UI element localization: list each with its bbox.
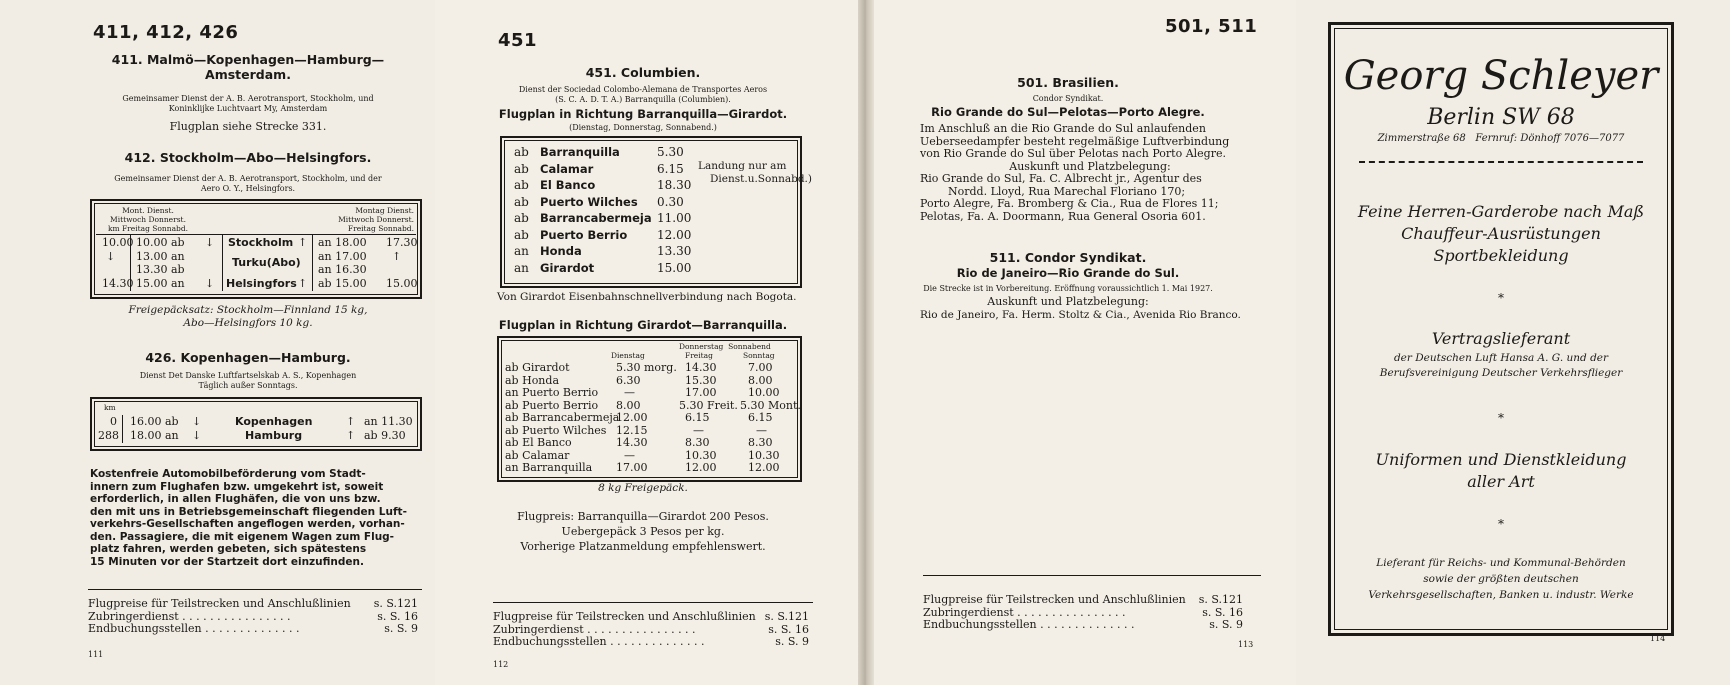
timetable-451-north-rows bbox=[502, 144, 812, 284]
t451n-station: Calamar bbox=[540, 161, 594, 176]
t451n-station: El Banco bbox=[540, 178, 596, 192]
plan-barranquilla-girardot-title: Flugplan in Richtung Barranquilla—Girardot. bbox=[498, 107, 788, 121]
transfer-notice-line: platz fahren, werden gebeten, sich spätestens bbox=[90, 543, 367, 555]
transfer-notice-line: den mit uns in Betriebsgemeinschaft fliegenden Luft- bbox=[90, 505, 407, 518]
ad-supplier-line: sowie der größten deutschen bbox=[1423, 573, 1579, 585]
t451s-time-dienstag: 17.00 bbox=[616, 461, 648, 474]
t451n-station: Girardot bbox=[540, 260, 595, 275]
timetable-426-rows bbox=[92, 415, 420, 445]
down-arrow-icon: ↓ bbox=[192, 429, 202, 442]
t451s-station: ab Girardot bbox=[505, 361, 570, 374]
route-412-luggage-line2: Abo—Helsingfors 10 kg. bbox=[183, 317, 313, 329]
route-501-route: Rio Grande do Sul—Pelotas—Porto Alegre. bbox=[931, 105, 1205, 119]
route-501-info-label: Auskunft und Platzbelegung: bbox=[1009, 159, 1171, 173]
route-511-info-label: Auskunft und Platzbelegung: bbox=[987, 295, 1149, 308]
t412-header-rule bbox=[96, 234, 416, 235]
footer-ref-label: Zubringerdienst . . . . . . . . . . . . . . . . bbox=[923, 605, 1126, 619]
t451s-station: ab Calamar bbox=[505, 448, 570, 462]
footer-references bbox=[88, 598, 418, 636]
route-511-note: Die Strecke ist in Vorbereitung. Eröffnung voraussichtlich 1. Mai 1927. bbox=[923, 284, 1213, 293]
transfer-notice-line: erforderlich, in allen Flughäfen, die von uns bzw. bbox=[90, 493, 381, 505]
t412-r4-dep: 15.00 an bbox=[136, 277, 185, 290]
t451n-time: 6.15 bbox=[657, 161, 684, 176]
down-arrow-icon: ↓ bbox=[205, 236, 215, 249]
t412-r1-km: 10.00 bbox=[102, 236, 134, 249]
route-412-operator bbox=[78, 174, 418, 194]
ad-contract-line: der Deutschen Luft Hansa A. G. und der bbox=[1393, 352, 1609, 364]
route-501-address: Porto Alegre, Fa. Bromberg & Cia., Rua de Flores 11; bbox=[920, 197, 1219, 210]
route-501-address: Nordd. Lloyd, Rua Marechal Floriano 170; bbox=[948, 184, 1186, 198]
t451s-freitag-col bbox=[679, 361, 738, 475]
ad-contact: Zimmerstraße 68 Fernruf: Dönhoff 7076—7077 bbox=[1377, 133, 1625, 144]
t426-r1-arr: an 11.30 bbox=[364, 415, 413, 428]
route-451-operator bbox=[473, 85, 813, 105]
t451s-time-sonntag: 8.00 bbox=[748, 373, 773, 387]
route-451-operator-line1: Dienst der Sociedad Colombo-Alemana de Transportes Aeros bbox=[518, 85, 768, 94]
footer-ref-label: Flugpreise für Teilstrecken und Anschlußlinien bbox=[88, 597, 351, 610]
route-501-operator: Condor Syndikat. bbox=[1032, 94, 1104, 103]
t451s-time-dienstag: 5.30 morg. bbox=[616, 361, 677, 374]
ad-star-separator: * bbox=[1498, 291, 1504, 305]
transfer-notice bbox=[90, 468, 420, 568]
down-arrow-icon: ↓ bbox=[106, 250, 116, 263]
route-411-title-line1: 411. Malmö—Kopenhagen—Hamburg— bbox=[111, 52, 385, 67]
t451s-time-sonntag: 12.00 bbox=[748, 461, 780, 474]
t451s-time-freitag: 14.30 bbox=[685, 361, 717, 374]
footer-ref-label: Zubringerdienst . . . . . . . . . . . . . . . . bbox=[88, 609, 291, 623]
footer-ref-page: s. S.121 bbox=[373, 597, 418, 610]
t451s-header-dienstag: Dienstag bbox=[611, 351, 645, 360]
route-412-luggage bbox=[78, 304, 418, 330]
footer-rule bbox=[493, 602, 813, 603]
t412-r4-km: 14.30 bbox=[102, 277, 134, 290]
t451n-station: Puerto Berrio bbox=[540, 227, 628, 242]
route-411-operator-line1: Gemeinsamer Dienst der A. B. Aerotransport, Stockholm, und bbox=[122, 94, 374, 103]
rail-connection-note: Von Girardot Eisenbahnschnellverbindung nach Bogota. bbox=[497, 291, 797, 303]
t451s-time-sonntag: 6.15 bbox=[748, 411, 773, 424]
price-info bbox=[473, 509, 813, 554]
ad-supplier-line: Verkehrsgesellschaften, Banken u. industr. Werke bbox=[1368, 589, 1634, 601]
timetable-412-rows bbox=[92, 236, 420, 294]
t412-station-stockholm: Stockholm bbox=[228, 236, 294, 249]
t412-hr2: Mittwoch Donnerst. bbox=[338, 215, 414, 224]
route-411-title bbox=[78, 52, 418, 82]
t451s-time-freitag: 15.30 bbox=[685, 373, 717, 387]
footer-ref-label: Flugpreise für Teilstrecken und Anschlußlinien bbox=[923, 593, 1186, 606]
route-411-operator-line2: Koninklijke Luchtvaart My, Amsterdam bbox=[168, 104, 328, 113]
t451s-sonntag-col bbox=[740, 361, 801, 475]
page-111 bbox=[0, 0, 435, 685]
t451s-time-dienstag: 12.15 bbox=[616, 423, 648, 437]
t451s-header-sonntag: Sonntag bbox=[743, 351, 775, 360]
footer-ref-page: s. S. 9 bbox=[384, 622, 418, 635]
t451s-time-sonntag: — bbox=[756, 423, 767, 437]
route-412-operator-line1: Gemeinsamer Dienst der A. B. Aerotransport, Stockholm, und der bbox=[114, 174, 382, 183]
page-header: 451 bbox=[498, 30, 538, 51]
footer-references bbox=[923, 594, 1243, 632]
t426-station-hamburg: Hamburg bbox=[245, 429, 303, 442]
free-luggage-note: 8 kg Freigepäck. bbox=[598, 482, 688, 494]
ad-frame bbox=[1328, 22, 1674, 636]
t451n-station: Barrancabermeja bbox=[540, 211, 652, 225]
t451n-landing-note-line2: Dienst.u.Sonnabd.) bbox=[710, 173, 812, 185]
t451s-station: ab Puerto Wilches bbox=[505, 423, 607, 437]
ad-uniforms bbox=[1331, 449, 1671, 493]
route-511-title: 511. Condor Syndikat. bbox=[989, 250, 1147, 265]
footer-rule bbox=[88, 589, 422, 590]
route-451-title: 451. Columbien. bbox=[585, 65, 701, 80]
route-426-operator-line2: Täglich außer Sonntags. bbox=[198, 381, 298, 390]
footer-ref-row bbox=[493, 636, 809, 649]
footer-ref-row bbox=[923, 619, 1243, 632]
t451n-landing-note-line1: Landung nur am bbox=[698, 160, 787, 172]
t451s-time-dienstag: 6.30 bbox=[616, 373, 641, 387]
ad-products bbox=[1331, 201, 1671, 267]
page-113 bbox=[868, 0, 1296, 685]
t412-station-helsingfors: Helsingfors bbox=[226, 277, 297, 290]
t451n-time: 15.00 bbox=[657, 260, 692, 275]
t451n-station: Barranquilla bbox=[540, 145, 620, 159]
t451s-time-freitag: 17.00 bbox=[685, 386, 717, 399]
route-426-title: 426. Kopenhagen—Hamburg. bbox=[145, 350, 351, 365]
t451n-time: 18.30 bbox=[657, 178, 692, 192]
up-arrow-icon: ↑ bbox=[346, 429, 356, 442]
t451n-time: 5.30 bbox=[657, 145, 684, 159]
t412-hl1: Mont. Dienst. bbox=[122, 206, 174, 215]
transfer-notice-line: innern zum Flughafen bzw. umgekehrt ist, soweit bbox=[90, 480, 384, 493]
route-501-description-line: Im Anschluß an die Rio Grande do Sul anlaufenden bbox=[920, 122, 1206, 135]
transfer-notice-line: den. Passagiere, die mit eigenem Wagen zum Flug- bbox=[90, 530, 395, 543]
t451n-time: 0.30 bbox=[657, 194, 684, 209]
t451n-time: 12.00 bbox=[657, 227, 692, 242]
plan-girardot-barranquilla-title: Flugplan in Richtung Girardot—Barranquilla. bbox=[498, 318, 788, 332]
t412-r4-arr: ab 15.00 bbox=[318, 277, 367, 290]
route-501-description-line: Ueberseedampfer besteht regelmäßige Luftverbindung bbox=[920, 134, 1230, 148]
route-426-operator-line1: Dienst Det Danske Luftfartselskab A. S., Kopenhagen bbox=[139, 371, 357, 380]
footer-ref-page: s. S.121 bbox=[764, 610, 809, 623]
footer-rule bbox=[923, 575, 1261, 576]
down-arrow-icon: ↓ bbox=[205, 277, 215, 290]
page-number: 111 bbox=[88, 650, 104, 659]
route-412-title: 412. Stockholm—Abo—Helsingfors. bbox=[124, 150, 372, 165]
t451s-time-freitag: 12.00 bbox=[685, 461, 717, 474]
route-501-address: Pelotas, Fa. A. Doormann, Rua General Osoria 601. bbox=[920, 209, 1206, 223]
route-501-address: Rio Grande do Sul, Fa. C. Albrecht jr., Agentur des bbox=[920, 172, 1202, 185]
t451s-header-top: Donnerstag Sonnabend bbox=[679, 342, 771, 351]
t426-r1-km: 0 bbox=[110, 415, 117, 428]
ad-star-separator: * bbox=[1498, 411, 1504, 425]
page-114-advertisement bbox=[1296, 0, 1730, 685]
route-501-description bbox=[920, 123, 1260, 223]
t451s-dienstag-col bbox=[616, 362, 677, 475]
transfer-notice-line: verkehrs-Gesellschaften angeflogen werden, vorhan- bbox=[90, 518, 405, 530]
ad-contract-title: Vertragslieferant bbox=[1431, 329, 1571, 348]
timetable-412-right-header bbox=[320, 206, 414, 233]
footer-ref-label: Endbuchungsstellen . . . . . . . . . . . . . . bbox=[923, 618, 1135, 631]
footer-ref-label: Endbuchungsstellen . . . . . . . . . . . . . . bbox=[88, 622, 300, 635]
t451n-dir: an bbox=[514, 244, 529, 258]
timetable-451-south bbox=[497, 336, 802, 482]
t451s-time-freitag: 8.30 bbox=[685, 436, 710, 449]
t451s-station: an Barranquilla bbox=[505, 461, 593, 474]
t426-station-kopenhagen: Kopenhagen bbox=[235, 415, 313, 428]
t451n-dir: ab bbox=[514, 178, 529, 192]
t426-r2-dep: 18.00 an bbox=[130, 429, 179, 442]
footer-ref-label: Endbuchungsstellen . . . . . . . . . . . . . . bbox=[493, 635, 705, 648]
t412-hl3: km Freitag Sonnabd. bbox=[107, 224, 189, 233]
t451s-time-sonntag: 7.00 bbox=[748, 361, 773, 374]
t426-r2-arr: ab 9.30 bbox=[364, 429, 406, 442]
footer-ref-label: Flugpreise für Teilstrecken und Anschlußlinien bbox=[493, 610, 756, 623]
t451s-station: an Puerto Berrio bbox=[505, 386, 599, 399]
route-412-operator-line2: Aero O. Y., Helsingfors. bbox=[200, 184, 296, 193]
route-511-address: Rio de Janeiro, Fa. Herm. Stoltz & Cia., Avenida Rio Branco. bbox=[920, 309, 1241, 321]
t412-hr1: Montag Dienst. bbox=[355, 206, 414, 215]
t451s-header-freitag: Freitag bbox=[685, 351, 713, 360]
footer-ref-page: s. S. 16 bbox=[768, 622, 809, 636]
ad-product-line: Feine Herren-Garderobe nach Maß bbox=[1357, 202, 1645, 221]
ad-product-line: Sportbekleidung bbox=[1433, 246, 1569, 265]
t412-r1-arr: an 18.00 bbox=[318, 236, 367, 249]
t426-km-header: km bbox=[104, 403, 116, 412]
t451n-time-col bbox=[657, 144, 691, 276]
t426-r2-km: 288 bbox=[98, 429, 119, 442]
t451s-time-freitag: 10.30 bbox=[685, 448, 717, 462]
footer-ref-page: s. S. 9 bbox=[1209, 618, 1243, 631]
down-arrow-icon: ↓ bbox=[192, 415, 202, 428]
footer-ref-page: s. S. 16 bbox=[1202, 605, 1243, 619]
route-501-description-line: von Rio Grande do Sul über Pelotas nach Porto Alegre. bbox=[920, 147, 1226, 160]
ad-company-name: Georg Schleyer bbox=[1343, 53, 1659, 99]
page-112 bbox=[435, 0, 863, 685]
ad-divider bbox=[1359, 161, 1643, 166]
ad-product-line: Chauffeur-Ausrüstungen bbox=[1401, 224, 1601, 243]
ad-city: Berlin SW 68 bbox=[1427, 105, 1575, 130]
t412-r1-dep: 10.00 ab bbox=[136, 236, 185, 249]
footer-ref-page: s. S. 16 bbox=[377, 609, 418, 623]
footer-ref-row bbox=[88, 623, 418, 636]
t451n-dir: ab bbox=[514, 194, 529, 209]
ad-contract-details bbox=[1331, 351, 1671, 381]
plan-barranquilla-girardot-days: (Dienstag, Donnerstag, Sonnabend.) bbox=[569, 123, 717, 132]
t451n-time: 13.30 bbox=[657, 244, 692, 258]
footer-ref-label: Zubringerdienst . . . . . . . . . . . . . . . . bbox=[493, 622, 696, 636]
t412-hr3: Freitag Sonnabd. bbox=[347, 224, 414, 233]
timetable-451-north bbox=[500, 136, 812, 288]
t451s-time-dienstag: 14.30 bbox=[616, 436, 648, 449]
t451s-time-freitag: 5.30 Freit. bbox=[679, 398, 738, 412]
route-426-operator bbox=[78, 371, 418, 391]
page-header: 501, 511 bbox=[1165, 16, 1258, 37]
t451s-station: ab Puerto Berrio bbox=[505, 398, 599, 412]
up-arrow-icon: ↑ bbox=[392, 250, 402, 263]
t451s-time-dienstag: — bbox=[624, 386, 635, 399]
page-number: 113 bbox=[1238, 640, 1254, 649]
t451s-station: ab Barrancabermeja bbox=[505, 411, 620, 424]
route-451-operator-line2: (S. C. A. D. T. A.) Barranquilla (Columbien). bbox=[555, 95, 731, 104]
up-arrow-icon: ↑ bbox=[298, 277, 308, 290]
t451s-station: ab Honda bbox=[505, 373, 559, 387]
t451s-time-dienstag: — bbox=[624, 448, 635, 462]
t412-station-turku: Turku(Abo) bbox=[232, 256, 301, 269]
t426-r1-dep: 16.00 ab bbox=[130, 415, 179, 428]
route-411-operator bbox=[78, 94, 418, 114]
t451s-station-col bbox=[505, 362, 619, 475]
t451n-station: Puerto Wilches bbox=[540, 194, 638, 209]
t451n-landing-note bbox=[698, 160, 812, 186]
t412-r2-arr: an 17.00 bbox=[318, 250, 367, 263]
t451s-time-freitag: 6.15 bbox=[685, 411, 710, 424]
t412-r3-arr: an 16.30 bbox=[318, 263, 367, 276]
price-info-line: Flugpreis: Barranquilla—Girardot 200 Pesos. bbox=[517, 510, 769, 523]
route-412-luggage-line1: Freigepäcksatz: Stockholm—Finnland 15 kg, bbox=[128, 304, 368, 316]
route-501-title: 501. Brasilien. bbox=[1017, 75, 1119, 90]
footer-ref-page: s. S.121 bbox=[1198, 593, 1243, 606]
ad-uniforms-line: aller Art bbox=[1467, 472, 1535, 491]
transfer-notice-line: Kostenfreie Automobilbeförderung vom Stadt- bbox=[90, 468, 366, 480]
t451n-dir: ab bbox=[514, 211, 529, 225]
timetable-412 bbox=[90, 199, 422, 299]
route-511-route: Rio de Janeiro—Rio Grande do Sul. bbox=[956, 266, 1180, 280]
t451n-dir: ab bbox=[514, 161, 529, 176]
t451n-dir: ab bbox=[514, 145, 529, 159]
t451n-dir: ab bbox=[514, 227, 529, 242]
timetable-451-south-rows bbox=[499, 362, 800, 476]
t451s-time-sonntag: 5.30 Mont. bbox=[740, 398, 801, 412]
footer-ref-page: s. S. 9 bbox=[775, 635, 809, 648]
page-number: 114 bbox=[1650, 634, 1666, 643]
ad-star-separator: * bbox=[1498, 517, 1504, 531]
ad-contract-line: Berufsvereinigung Deutscher Verkehrsflieger bbox=[1379, 367, 1623, 379]
t451s-time-freitag: — bbox=[693, 423, 704, 437]
t451n-station: Honda bbox=[540, 244, 582, 258]
book-gutter bbox=[858, 0, 874, 685]
t451n-dir-col bbox=[514, 144, 529, 276]
route-411-plan: Flugplan siehe Strecke 331. bbox=[169, 120, 327, 133]
timetable-426 bbox=[90, 397, 422, 451]
t451s-time-dienstag: 8.00 bbox=[616, 398, 641, 412]
t412-r1-arr2: 17.30 bbox=[386, 236, 418, 249]
t412-hl2: Mittwoch Donnerst. bbox=[110, 215, 186, 224]
price-info-line: Uebergepäck 3 Pesos per kg. bbox=[561, 525, 725, 538]
footer-references bbox=[493, 611, 809, 649]
ad-uniforms-line: Uniformen und Dienstkleidung bbox=[1375, 450, 1627, 469]
t451s-time-sonntag: 8.30 bbox=[748, 436, 773, 449]
t451s-station: ab El Banco bbox=[505, 436, 572, 449]
page-header: 411, 412, 426 bbox=[93, 22, 239, 43]
t451s-time-sonntag: 10.30 bbox=[748, 448, 780, 462]
t451n-station-col bbox=[540, 144, 652, 276]
t412-r4-arr2: 15.00 bbox=[386, 277, 418, 290]
t412-r2-dep: 13.00 an bbox=[136, 250, 185, 263]
t451n-dir: an bbox=[514, 260, 529, 275]
route-411-title-line2: Amsterdam. bbox=[205, 67, 291, 82]
up-arrow-icon: ↑ bbox=[298, 236, 308, 249]
timetable-412-left-header bbox=[98, 206, 198, 233]
transfer-notice-line: 15 Minuten vor der Startzeit dort einzufinden. bbox=[90, 555, 364, 568]
page-number: 112 bbox=[493, 660, 509, 669]
t451s-time-sonntag: 10.00 bbox=[748, 386, 780, 399]
price-info-line: Vorherige Platzanmeldung empfehlenswert. bbox=[520, 540, 766, 553]
t451n-time: 11.00 bbox=[657, 211, 692, 225]
t412-r3-dep: 13.30 ab bbox=[136, 263, 185, 276]
ad-supplier bbox=[1331, 555, 1671, 603]
t451s-time-dienstag: 12.00 bbox=[616, 411, 648, 424]
ad-supplier-line: Lieferant für Reichs- und Kommunal-Behörden bbox=[1376, 557, 1626, 569]
up-arrow-icon: ↑ bbox=[346, 415, 356, 428]
